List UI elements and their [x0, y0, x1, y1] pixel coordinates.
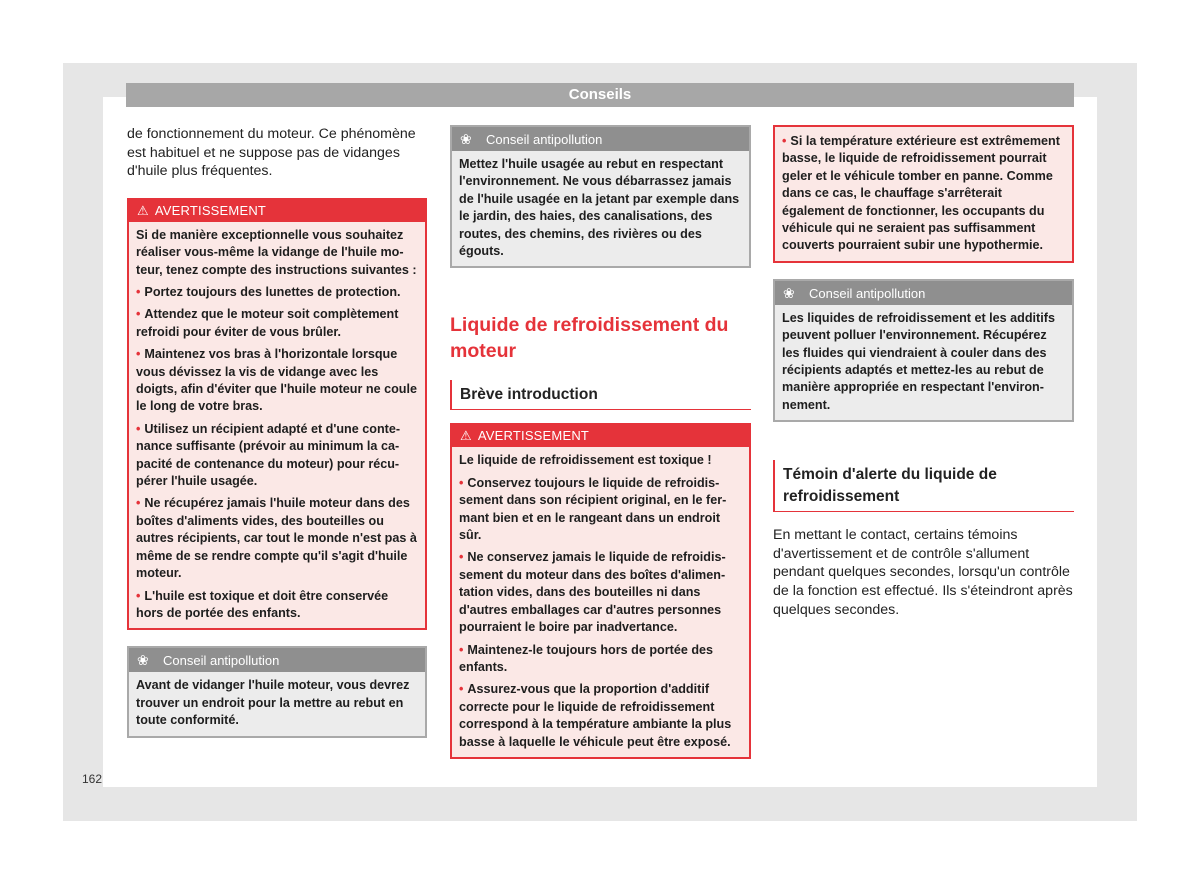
page-number: 162 — [82, 772, 103, 786]
warning-title: AVERTISSEMENT — [154, 202, 267, 218]
warning-body — [775, 127, 1072, 261]
square-bullet-icon: • — [136, 496, 141, 511]
square-bullet-icon: • — [459, 682, 464, 697]
eco-tip-title: Conseil antipollution — [486, 132, 603, 147]
warning-list-item: • Conservez toujours le liquide de refroidissement dans son récipient original, en le fermant bien et en le rangeant dans un endroit sûr. — [459, 475, 727, 543]
warning-list-item: • L'huile est toxique et doit être conservée hors de portée des enfants. — [136, 588, 389, 620]
square-bullet-icon: • — [136, 285, 141, 299]
intro-paragraph: de fonctionnement du moteur. Ce phénomène est habituel et ne suppose pas de vidanges d'huile plus fréquentes. — [127, 126, 416, 180]
eco-tip-text: Avant de vidanger l'huile moteur, vous devrez trouver un endroit pour la mettre au rebut en toute conformité. — [136, 678, 410, 728]
eco-tip-box — [773, 279, 1074, 422]
eco-tip-box — [127, 646, 427, 737]
square-bullet-icon: • — [136, 588, 141, 603]
column-3 — [773, 125, 1074, 619]
warning-lead: Le liquide de refroidissement est toxique ! — [459, 453, 712, 468]
warning-list-item: • Maintenez-le toujours hors de portée des enfants. — [459, 642, 714, 674]
warning-list-item: • Assurez-vous que la proportion d'additif correcte pour le liquide de refroidissement correspond à la température ambiante la plus basse à laquelle le véhicule peut être exposé. — [459, 682, 732, 749]
warning-list-item: • Ne conservez jamais le liquide de refroidissement du moteur dans des boîtes d'alimentation vides, dans des bouteilles ni dans d'autres emballages car d'autres personnes pourraient le boire par inadvertance. — [459, 550, 726, 635]
eco-tip-box — [450, 125, 751, 268]
subsection-title: Témoin d'alerte du liquide de refroidissement — [773, 460, 1074, 512]
square-bullet-icon: • — [459, 475, 464, 490]
warning-triangle-icon: ⚠ — [460, 428, 472, 444]
warning-list — [459, 475, 742, 751]
warning-body — [452, 447, 749, 757]
warning-box-continued — [773, 125, 1074, 263]
warning-list-item: • Utilisez un récipient adapté et d'une contenance suffisante (prévoir au minimum la capacité de contenance du moteur) pour récupérer l'huile usagée. — [136, 421, 401, 489]
eco-tip-header — [775, 281, 1072, 305]
warning-box — [127, 198, 427, 631]
warning-list-item: • Attendez que le moteur soit complètement refroidi pour éviter de vous brûler. — [136, 307, 399, 339]
page-header: Conseils — [126, 83, 1074, 107]
eco-tip-header — [452, 127, 749, 151]
eco-tip-title: Conseil antipollution — [809, 285, 926, 301]
flower-icon: ❀ — [137, 652, 149, 669]
subsection-title: Brève introduction — [450, 380, 751, 410]
warning-list-item: • Portez toujours des lunettes de protection. — [136, 285, 401, 299]
eco-tip-text: Mettez l'huile usagée au rebut en respectant l'environnement. Ne vous débarrassez jamais de l'huile usagée en la jetant par exemple dans le jardin, des haies, des canalisations, des routes, des chemins, des rivières ou des égouts. — [459, 157, 740, 259]
eco-tip-header — [129, 648, 425, 672]
flower-icon: ❀ — [460, 131, 472, 147]
warning-lead: Si de manière exceptionnelle vous souhaitez réaliser vous-même la vidange de l'huile moteur, tenez compte des instructions suivantes : — [136, 227, 417, 277]
warning-list-item: • Ne récupérez jamais l'huile moteur dans des boîtes d'aliments vides, des bouteilles ou autres récipients, car tout le monde n'est pas à même de se rendre compte qu'il s'agit d'huile moteur. — [136, 496, 417, 581]
square-bullet-icon: • — [459, 550, 464, 565]
eco-tip-title: Conseil antipollution — [163, 653, 280, 669]
column-2 — [450, 125, 751, 759]
square-bullet-icon: • — [459, 642, 464, 657]
warning-body — [129, 222, 425, 629]
warning-header — [452, 425, 749, 447]
section-title: Liquide de refroidissement du moteur — [450, 314, 729, 363]
warning-list — [136, 284, 418, 622]
body-paragraph: En mettant le contact, certains témoins d'avertissement et de contrôle s'allument pendant quelques secondes, lorsqu'un contrôle de la fonction est effectué. Ils s'éteindront après quelques secondes. — [773, 527, 1073, 618]
square-bullet-icon: • — [136, 421, 141, 436]
warning-list-item: • Maintenez vos bras à l'horizontale lorsque vous dévissez la vis de vidange avec les doigts, afin d'éviter que l'huile moteur ne coule le long de votre bras. — [136, 347, 417, 414]
warning-list — [782, 133, 1065, 255]
square-bullet-icon: • — [136, 307, 141, 322]
warning-triangle-icon: ⚠ — [137, 202, 149, 218]
square-bullet-icon: • — [136, 347, 141, 362]
eco-tip-text: Les liquides de refroidissement et les additifs peuvent polluer l'environnement. Récupérez les fluides qui viendraient à couler dans des récipients adaptés et mettez-les au rebut de manière appropriée en respectant l'environnement. — [782, 310, 1055, 412]
column-1 — [127, 125, 427, 738]
flower-icon: ❀ — [783, 284, 795, 301]
warning-list-item: • Si la température extérieure est extrêmement basse, le liquide de refroidissement pourrait geler et le véhicule tomber en panne. Comme dans ce cas, le chauffage s'arrêterait également de fonctionner, les occupants du véhicule qui ne seraient pas suffisamment couverts pourraient subir une hypothermie. — [782, 134, 1060, 253]
warning-header — [129, 200, 425, 222]
warning-box — [450, 423, 751, 759]
warning-title: AVERTISSEMENT — [477, 428, 590, 444]
square-bullet-icon: • — [782, 134, 787, 148]
